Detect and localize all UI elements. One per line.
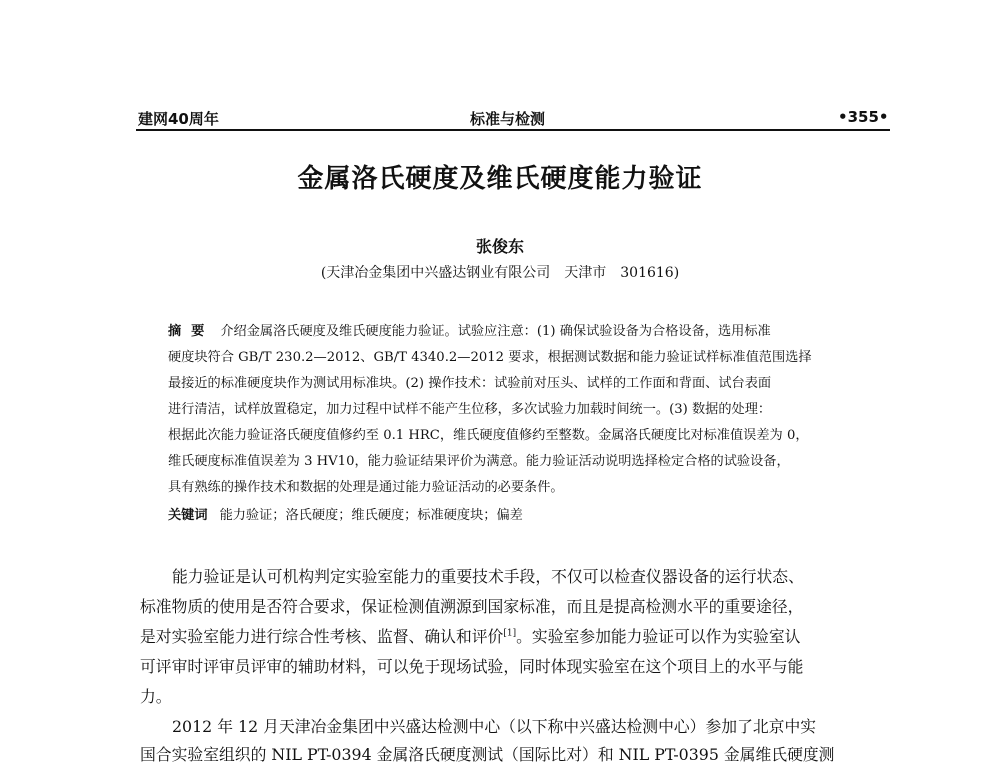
running-header-section: 标准与检测 xyxy=(470,110,546,128)
abstract-line: 根据此次能力验证洛氏硬度值修约至 0.1 HRC，维氏硬度值修约至整数。金属洛氏硬度比对标准值误差为 0， xyxy=(168,428,809,443)
header-rule xyxy=(136,129,890,131)
body-paragraph-line: 国合实验室组织的 NIL PT-0394 金属洛氏硬度测试（国际比对）和 NIL PT-0395 金属维氏硬度测 xyxy=(140,745,835,764)
body-paragraph-line: 标准物质的使用是否符合要求，保证检测值溯源到国家标准，而且是提高检测水平的重要途径， xyxy=(140,597,804,616)
body-paragraph-line: 是对实验室能力进行综合性考核、监督、确认和评价[1]。实验室参加能力验证可以作为实验室认 xyxy=(140,627,801,646)
citation-ref: [1] xyxy=(503,628,517,639)
keywords-line xyxy=(168,504,884,523)
body-paragraph-line: 可评审时评审员评审的辅助材料，可以免于现场试验，同时体现实验室在这个项目上的水平与能 xyxy=(140,657,804,676)
abstract-label: 摘要 xyxy=(168,324,215,339)
abstract-line: 硬度块符合 GB/T 230.2—2012、GB/T 4340.2—2012 要求，根据测试数据和能力验证试样标准值范围选择 xyxy=(168,350,812,365)
body-paragraph-line: 力。 xyxy=(140,687,172,706)
abstract-line: 进行清洁，试样放置稳定，加力过程中试样不能产生位移，多次试验力加载时间统一。(3) 数据的处理： xyxy=(168,402,772,417)
body-paragraph-line: 2012 年 12 月天津冶金集团中兴盛达检测中心（以下称中兴盛达检测中心）参加了北京中实 xyxy=(172,717,817,736)
author-affiliation: (天津冶金集团中兴盛达钢业有限公司 天津市 301616) xyxy=(320,265,680,281)
abstract-line: 具有熟练的操作技术和数据的处理是通过能力验证活动的必要条件。 xyxy=(168,480,564,495)
keywords-label: 关键词 xyxy=(168,508,208,523)
abstract-line: 最接近的标准硬度块作为测试用标准块。(2) 操作技术：试验前对压头、试样的工作面和背面、试台表面 xyxy=(168,376,772,391)
keywords-text: 能力验证；洛氏硬度；维氏硬度；标准硬度块；偏差 xyxy=(219,508,523,523)
article-title: 金属洛氏硬度及维氏硬度能力验证 xyxy=(297,164,703,194)
abstract-line: 摘要 介绍金属洛氏硬度及维氏硬度能力验证。试验应注意：(1) 确保试验设备为合格设备，选用标准 xyxy=(168,324,771,339)
running-header-left: 建网40周年 xyxy=(138,110,219,128)
author-name: 张俊东 xyxy=(475,237,524,256)
body-paragraph-line: 能力验证是认可机构判定实验室能力的重要技术手段，不仅可以检查仪器设备的运行状态、 xyxy=(172,567,804,586)
page-number: •355• xyxy=(838,108,889,126)
abstract-line: 维氏硬度标准值误差为 3 HV10，能力验证结果评价为满意。能力验证活动说明选择检定合格的试验设备， xyxy=(168,454,790,469)
